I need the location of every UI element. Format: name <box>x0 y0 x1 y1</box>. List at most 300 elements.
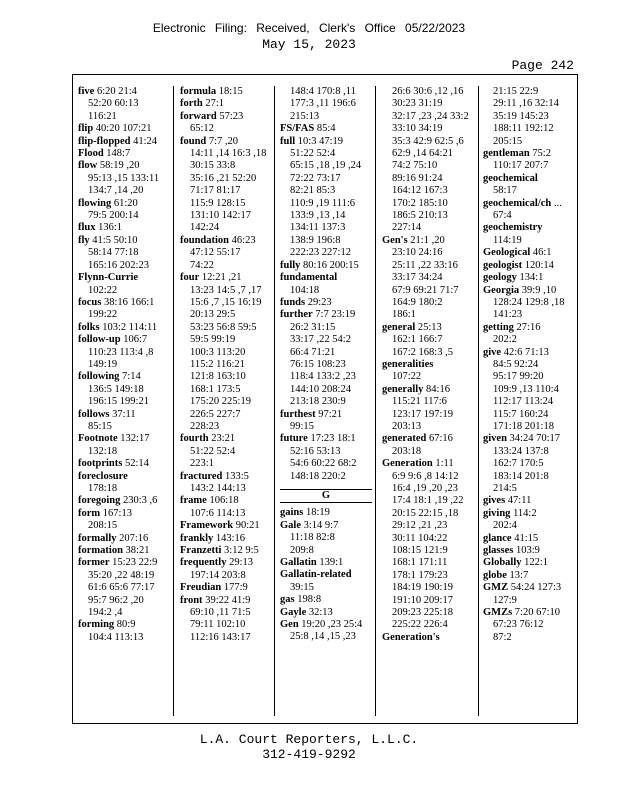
page-line-refs: 191:10 209:17 <box>392 594 453 606</box>
page-line-refs: 12:21 ,21 <box>199 272 242 284</box>
reporter-name: L.A. Court Reporters, L.L.C. <box>199 732 419 747</box>
page-line-refs: 54:6 60:22 68:2 <box>290 458 357 470</box>
index-entry <box>382 384 474 396</box>
page-line-refs: 74:22 <box>190 259 214 271</box>
index-term: formally <box>78 532 117 544</box>
page-line-refs: 51:22 52:4 <box>190 445 236 457</box>
page-line-refs: 58:14 77:18 <box>88 247 139 259</box>
page-line-refs: 148:4 170:8 ,11 <box>290 86 356 97</box>
page-line-refs: 167:2 168:3 ,5 <box>392 346 453 358</box>
index-term: Flood <box>78 148 104 160</box>
index-entry <box>483 557 573 569</box>
page-line-refs: 162:7 170:5 <box>493 458 544 470</box>
page-line-refs: 57:23 <box>216 110 244 122</box>
index-column-3 <box>280 86 372 644</box>
page-line-refs: 62:9 ,14 64:21 <box>392 148 453 160</box>
page-line-refs: 61:6 65:6 77:17 <box>88 582 155 594</box>
page-line-refs: 11:18 82:8 <box>290 532 335 544</box>
index-entry <box>280 297 372 309</box>
page-line-refs: 6:9 9:6 ,8 14:12 <box>392 470 459 482</box>
page-line-refs: 109:9 ,13 110:4 <box>493 383 559 395</box>
index-term: geochemical/ch <box>483 197 552 209</box>
page-line-refs: 106:7 <box>120 334 148 346</box>
page-line-refs: 18:15 <box>216 86 243 97</box>
index-entry <box>280 520 372 532</box>
page-line-refs: 3:14 9:7 <box>301 519 339 531</box>
index-entry <box>78 508 170 520</box>
page-line-refs: 20:15 22:15 ,18 <box>392 507 459 519</box>
page-line-refs: 19:20 ,23 25:4 <box>298 619 363 631</box>
page-line-refs: 99:15 <box>290 420 314 432</box>
page-line-refs: 122:1 <box>521 557 549 569</box>
page-line-refs: 35:16 ,21 52:20 <box>190 172 257 184</box>
index-term: fractured <box>180 470 223 482</box>
index-entry <box>78 545 170 557</box>
page-line-refs: 143:2 144:13 <box>190 483 246 494</box>
page-line-refs: 226:5 227:7 <box>190 408 241 420</box>
page-line-refs: 127:9 <box>493 594 517 606</box>
index-term: further <box>280 309 313 321</box>
index-entry <box>382 433 474 445</box>
index-term: fundamental <box>280 272 338 284</box>
index-term: Gen's <box>382 234 408 246</box>
index-term: fully <box>280 259 301 271</box>
index-term: fourth <box>180 433 209 445</box>
page-line-refs: 61:20 <box>111 197 138 209</box>
index-term: geologist <box>483 259 523 271</box>
page-line-refs: 139:1 <box>316 557 344 569</box>
index-entry <box>78 409 170 421</box>
page-line-refs: 76:15 108:23 <box>290 358 346 370</box>
page-line-refs: 41:15 <box>511 532 539 544</box>
page-line-refs: 164:9 180:2 <box>392 296 443 308</box>
page-line-refs: 103:9 <box>513 545 540 557</box>
index-term: formation <box>78 545 123 557</box>
index-term: Gayle <box>280 606 307 618</box>
index-entry <box>180 582 270 594</box>
page-line-refs: 7:7 23:19 <box>312 309 356 321</box>
page-line-refs: 168:1 173:5 <box>190 383 241 395</box>
index-term: flux <box>78 222 96 234</box>
index-term: Generation <box>382 458 433 470</box>
page-line-refs: 33:10 34:19 <box>392 123 443 135</box>
index-entry <box>78 433 170 445</box>
page-line-refs: 18:19 <box>303 507 330 519</box>
page-line-refs: 141:23 <box>493 309 523 321</box>
page-line-refs: 35:20 ,22 48:19 <box>88 569 155 581</box>
index-term: forming <box>78 619 115 631</box>
index-term: Geological <box>483 247 531 259</box>
index-term: frame <box>180 495 207 507</box>
page-line-refs: 95:13 ,15 133:11 <box>88 172 160 184</box>
page-line-refs: 21:15 22:9 <box>493 86 539 97</box>
page-line-refs: 10:3 47:19 <box>295 135 344 147</box>
page-line-refs: 39:9 ,10 <box>519 284 557 296</box>
index-entry <box>78 471 170 483</box>
page-line-refs: 143:16 <box>213 532 246 544</box>
page-line-refs: 104:4 113:13 <box>88 631 144 643</box>
index-entry <box>78 136 170 148</box>
index-term: Flynn-Currie <box>78 272 139 284</box>
index-term: getting <box>483 321 514 333</box>
page-line-refs: 20:13 29:5 <box>190 309 236 321</box>
page-line-refs: 41:5 50:10 <box>89 234 138 246</box>
page-line-refs: 87:2 <box>493 631 512 643</box>
index-term: gas <box>280 594 295 606</box>
page-line-refs: 214:5 <box>493 483 517 494</box>
page-line-refs: 15:6 ,7 ,15 16:19 <box>190 296 262 308</box>
page-line-refs: 6:20 21:4 <box>94 86 137 97</box>
page-line-refs: 114:19 <box>493 234 522 246</box>
page-line-refs: 110:23 113:4 ,8 <box>88 346 154 358</box>
index-entry <box>180 533 270 545</box>
page-line-refs: 52:16 53:13 <box>290 445 341 457</box>
index-term: Gallatin-related <box>280 569 352 581</box>
page-line-refs: 186:1 <box>392 309 416 321</box>
index-term: found <box>180 135 207 147</box>
page-line-refs: 134:1 <box>516 272 544 284</box>
page-line-refs: 170:2 185:10 <box>392 197 448 209</box>
index-term: former <box>78 557 110 569</box>
index-entry <box>483 347 573 359</box>
page-line-refs: 47:12 55:17 <box>190 247 241 259</box>
page-line-refs: 95:7 96:2 ,20 <box>88 594 144 606</box>
page-line-refs: 178:18 <box>88 483 118 494</box>
page-line-refs: 52:20 60:13 <box>88 98 139 110</box>
page-line-refs: 17:4 18:1 ,19 ,22 <box>392 495 464 507</box>
page-line-refs: 84:5 92:24 <box>493 358 539 370</box>
index-column-5 <box>483 86 573 644</box>
page-line-refs: 35:19 145:23 <box>493 110 549 122</box>
index-term: formula <box>180 86 217 97</box>
index-term: Georgia <box>483 284 520 296</box>
page-line-refs: 7:14 <box>119 371 141 383</box>
index-entry <box>483 322 573 334</box>
page-line-refs: 213:18 230:9 <box>290 396 346 408</box>
page-line-refs: 202:4 <box>493 520 517 532</box>
page-line-refs: 59:5 99:19 <box>190 334 236 346</box>
page-line-refs: 23:10 24:16 <box>392 247 443 259</box>
index-term: given <box>483 433 507 445</box>
index-entry <box>78 148 170 160</box>
index-term: four <box>180 272 200 284</box>
page-line-refs: 26:2 31:15 <box>290 321 336 333</box>
index-entry <box>78 198 170 210</box>
page-line-refs: 30:11 104:22 <box>392 532 448 544</box>
page-line-refs: 136:5 149:18 <box>88 383 144 395</box>
index-term: glance <box>483 532 512 544</box>
page-line-refs: 34:24 70:17 <box>506 433 561 445</box>
page-line-refs: 67:9 69:21 71:7 <box>392 284 459 296</box>
page-line-refs: 75:2 <box>529 148 551 160</box>
page-line-refs: 89:16 91:24 <box>392 172 443 184</box>
page-line-refs: 178:1 179:23 <box>392 569 448 581</box>
page-line-refs: 25:11 ,22 33:16 <box>392 259 458 271</box>
page-line-refs: 67:4 <box>493 210 512 222</box>
index-entry <box>180 111 270 123</box>
index-entry <box>78 297 170 309</box>
index-entry <box>78 160 170 172</box>
index-entry <box>280 260 372 272</box>
index-entry <box>180 433 270 445</box>
page-line-refs: 123:17 197:19 <box>392 408 453 420</box>
column-divider <box>375 86 376 716</box>
index-term: Globally <box>483 557 522 569</box>
index-term: form <box>78 507 101 519</box>
page-line-refs: 133:5 <box>222 470 249 482</box>
index-entry <box>78 619 170 631</box>
index-entry <box>483 222 573 234</box>
page-line-refs: 46:23 <box>229 234 256 246</box>
page-line-refs: 107:6 114:13 <box>190 507 246 519</box>
page-line-refs: 116:21 <box>88 110 117 122</box>
index-term: following <box>78 371 120 383</box>
index-entry <box>280 507 372 519</box>
page-line-refs: 148:18 220:2 <box>290 470 346 482</box>
index-entry <box>180 545 270 557</box>
index-entry <box>180 495 270 507</box>
index-entry <box>78 371 170 383</box>
page-line-refs: 115:9 128:15 <box>190 197 246 209</box>
index-entry <box>180 98 270 110</box>
page-line-refs: 32:17 ,23 ,24 33:2 <box>392 110 469 122</box>
index-entry <box>78 222 170 234</box>
page-line-refs: 7:7 ,20 <box>206 135 239 147</box>
page-line-refs: 115:2 116:21 <box>190 358 245 370</box>
index-entry <box>483 247 573 259</box>
index-entry <box>280 123 372 135</box>
index-term: Gallatin <box>280 557 317 569</box>
index-entry <box>180 557 270 569</box>
index-entry <box>483 272 573 284</box>
page-line-refs: 54:24 127:3 <box>508 582 562 594</box>
index-entry <box>78 557 170 569</box>
page-line-refs: 80:9 <box>114 619 136 631</box>
index-column-2 <box>180 86 270 644</box>
page-line-refs: 165:16 202:23 <box>88 259 149 271</box>
page-line-refs: 27:16 <box>513 321 541 333</box>
index-term: gains <box>280 507 304 519</box>
page-line-refs: 42:6 71:13 <box>501 346 549 358</box>
page-line-refs: 223:1 <box>190 458 214 470</box>
page-line-refs: 38:16 166:1 <box>101 296 155 308</box>
index-term: Footnote <box>78 433 118 445</box>
index-entry <box>78 533 170 545</box>
page-line-refs: 82:21 85:3 <box>290 185 336 197</box>
page-line-refs: 97:21 <box>315 408 343 420</box>
page-line-refs: 110:17 207:7 <box>493 160 549 172</box>
page-line-refs: 184:19 190:19 <box>392 582 453 594</box>
page-line-refs: 134:11 137:3 <box>290 222 346 234</box>
page-line-refs: 107:22 <box>392 371 422 383</box>
page-line-refs: 112:16 143:17 <box>190 631 251 643</box>
page-line-refs: 194:2 ,4 <box>88 607 123 619</box>
page-line-refs: 104:18 <box>290 284 320 296</box>
page-line-refs: 167:13 <box>100 507 132 519</box>
index-term: give <box>483 346 502 358</box>
index-term: Generation's <box>382 631 440 643</box>
index-term: frankly <box>180 532 214 544</box>
index-entry <box>483 173 573 185</box>
page-line-refs: 227:14 <box>392 222 422 234</box>
column-divider <box>173 86 174 716</box>
page-line-refs: 58:19 ,20 <box>97 160 140 172</box>
page-line-refs: 25:13 <box>415 321 442 333</box>
index-entry <box>483 570 573 582</box>
page-line-refs: 202:2 <box>493 334 517 346</box>
index-term: FS/FAS <box>280 123 315 135</box>
page-line-refs: 79:11 102:10 <box>190 619 246 631</box>
column-divider <box>274 86 275 716</box>
page-line-refs: 100:3 113:20 <box>190 346 246 358</box>
index-term: giving <box>483 507 511 519</box>
page-line-refs: 90:21 <box>233 520 260 532</box>
page-line-refs: 23:21 <box>208 433 236 445</box>
page-line-refs: 203:13 <box>392 420 422 432</box>
index-entry <box>180 136 270 148</box>
page-line-refs: 144:10 208:24 <box>290 383 351 395</box>
index-entry <box>483 582 573 594</box>
index-term: geochemistry <box>483 222 543 234</box>
index-entry <box>280 272 372 284</box>
page-line-refs: 103:2 114:11 <box>99 321 158 333</box>
index-entry <box>280 136 372 148</box>
page-line-refs: 25:8 ,14 ,15 ,23 <box>290 631 356 643</box>
index-term: GMZs <box>483 607 513 619</box>
page-line-refs: 186:5 210:13 <box>392 210 448 222</box>
index-term: GMZ <box>483 582 509 594</box>
page-line-refs: 85:4 <box>314 123 336 135</box>
page-line-refs: 21:1 ,20 <box>407 234 445 246</box>
index-entry <box>382 359 474 371</box>
index-column-4 <box>382 86 474 644</box>
page-line-refs: 58:17 <box>493 185 517 197</box>
index-term: Gen <box>280 619 299 631</box>
index-entry <box>180 595 270 607</box>
index-term: geology <box>483 272 517 284</box>
page-line-refs: 168:1 171:11 <box>392 557 448 569</box>
index-entry <box>483 433 573 445</box>
page-line-refs: 47:11 <box>505 495 532 507</box>
index-term: flip-flopped <box>78 135 131 147</box>
page-line-refs: 188:11 192:12 <box>493 123 554 135</box>
page-line-refs: 203:18 <box>392 445 422 457</box>
page-line-refs: 136:1 <box>95 222 123 234</box>
page-line-refs: 177:9 <box>221 582 248 594</box>
page-line-refs: 114:2 <box>510 507 537 519</box>
index-entry <box>382 235 474 247</box>
index-column-1 <box>78 86 170 644</box>
page-line-refs: 29:11 ,16 32:14 <box>493 98 559 110</box>
page-line-refs: 134:7 ,14 ,20 <box>88 185 144 197</box>
index-entry <box>78 235 170 247</box>
index-term: fly <box>78 234 90 246</box>
page-line-refs: 102:22 <box>88 284 118 296</box>
index-entry <box>483 607 573 619</box>
filing-stamp: Electronic Filing: Received, Clerk's Office 05/22/2023 <box>152 21 466 35</box>
page-line-refs: 215:13 <box>290 110 320 122</box>
page-line-refs: 16:4 ,19 ,20 ,23 <box>392 483 458 494</box>
page-line-refs: 74:2 75:10 <box>392 160 438 172</box>
index-term: gives <box>483 495 506 507</box>
page-line-refs: 46:1 <box>530 247 552 259</box>
page-line-refs: 13:23 14:5 ,7 ,17 <box>190 284 262 296</box>
index-entry <box>280 619 372 631</box>
page-line-refs: 52:14 <box>122 458 149 470</box>
index-entry <box>280 409 372 421</box>
page-line-refs: 171:18 201:18 <box>493 420 554 432</box>
page-line-refs: ... <box>551 197 562 209</box>
page-line-refs: 79:5 200:14 <box>88 210 139 222</box>
index-entry <box>483 260 573 272</box>
page-line-refs: 196:15 199:21 <box>88 396 149 408</box>
index-term: full <box>280 135 296 147</box>
index-term: forth <box>180 98 203 110</box>
page-line-refs: 51:22 52:4 <box>290 148 336 160</box>
page-line-refs: 29:12 ,21 ,23 <box>392 520 448 532</box>
page-line-refs: 148:7 <box>103 148 131 160</box>
index-term: globe <box>483 569 507 581</box>
index-term: forward <box>180 110 217 122</box>
page-line-refs: 128:24 129:8 ,18 <box>493 296 565 308</box>
page-line-refs: 35:3 42:9 62:5 ,6 <box>392 135 464 147</box>
page-line-refs: 69:10 ,11 71:5 <box>190 607 251 619</box>
index-term: Gale <box>280 519 301 531</box>
index-entry <box>483 198 573 210</box>
index-entry <box>483 508 573 520</box>
index-entry <box>78 458 170 470</box>
page-line-refs: 133:9 ,13 ,14 <box>290 210 346 222</box>
page-number: Page 242 <box>511 58 574 73</box>
page-line-refs: 29:13 <box>226 557 254 569</box>
page-line-refs: 199:22 <box>88 309 118 321</box>
index-entry <box>483 495 573 507</box>
page-line-refs: 65:15 ,18 ,19 ,24 <box>290 160 362 172</box>
page-line-refs: 222:23 227:12 <box>290 247 351 259</box>
index-term: front <box>180 594 203 606</box>
index-term: Framework <box>180 520 234 532</box>
page-line-refs: 33:17 ,22 54:2 <box>290 334 351 346</box>
page-line-refs: 115:21 117:6 <box>392 396 447 408</box>
page-line-refs: 205:15 <box>493 135 523 147</box>
index-term: five <box>78 86 95 97</box>
page-line-refs: 17:23 18:1 <box>307 433 356 445</box>
index-term: follows <box>78 408 110 420</box>
index-term: foreclosure <box>78 470 128 482</box>
page-line-refs: 66:4 71:21 <box>290 346 336 358</box>
index-term: foregoing <box>78 495 121 507</box>
page-line-refs: 37:11 <box>109 408 136 420</box>
index-term: footprints <box>78 458 123 470</box>
page-line-refs: 208:15 <box>88 520 118 532</box>
index-entry <box>483 533 573 545</box>
page-line-refs: 131:10 142:17 <box>190 210 251 222</box>
page-line-refs: 225:22 226:4 <box>392 619 448 631</box>
page-line-refs: 112:17 113:24 <box>493 396 554 408</box>
page-line-refs: 132:17 <box>117 433 150 445</box>
index-entry <box>180 471 270 483</box>
page-line-refs: 84:16 <box>423 383 450 395</box>
page-line-refs: 30:23 31:19 <box>392 98 443 110</box>
page-line-refs: 80:16 200:15 <box>300 259 359 271</box>
index-term: flowing <box>78 197 112 209</box>
page-line-refs: 110:9 ,19 111:6 <box>290 197 356 209</box>
column-divider <box>478 86 479 716</box>
page-line-refs: 138:9 196:8 <box>290 234 341 246</box>
page-line-refs: 40:20 107:21 <box>93 123 152 135</box>
index-term: flip <box>78 123 94 135</box>
index-entry <box>78 334 170 346</box>
